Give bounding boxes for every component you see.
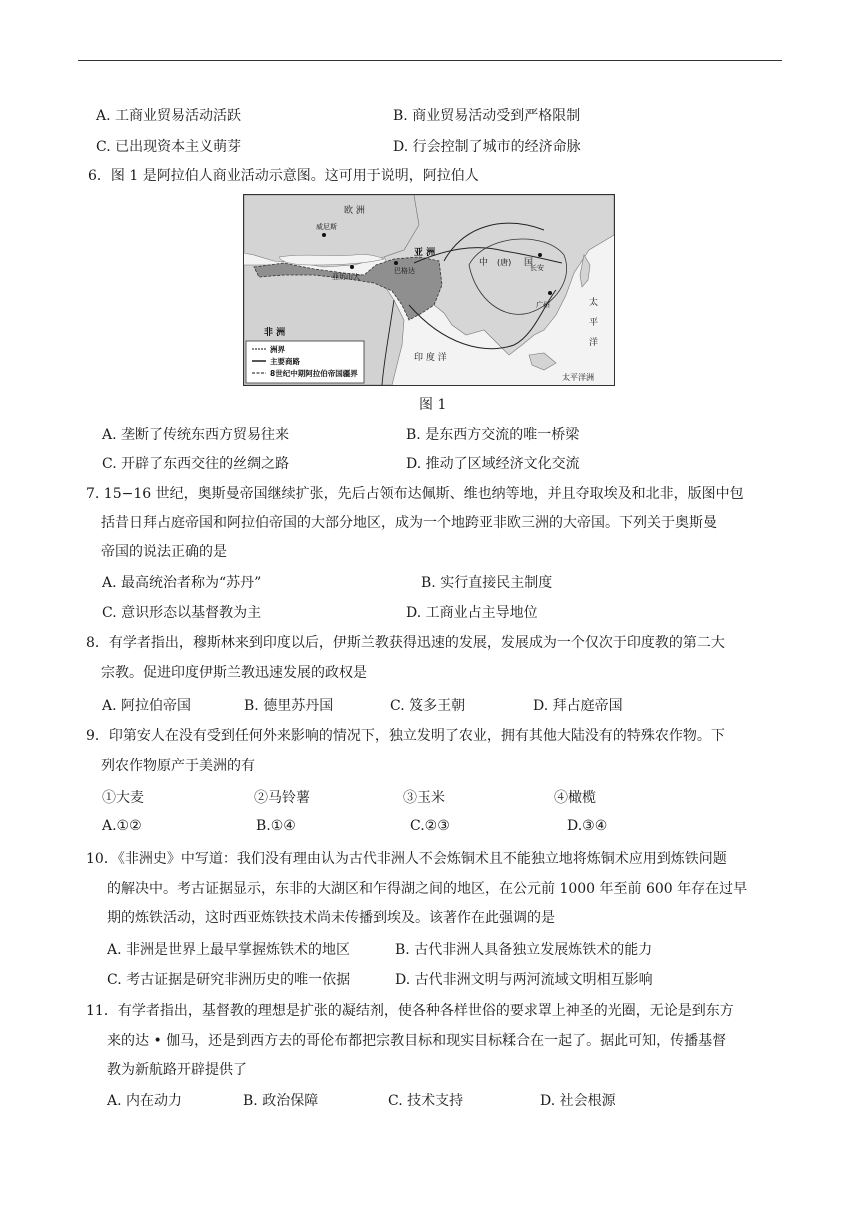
q7-option-c[interactable]: C. 意识形态以基督教为主 (102, 605, 262, 621)
map-label-ocean-tail: 太平洋洲 (562, 373, 594, 382)
q8-stem-line-1: 8．有学者指出，穆斯林来到印度以后，伊斯兰教获得迅速的发展，发展成为一个仅次于印度教的第二大 (86, 635, 725, 651)
map-label-guangzhou: 广州 (536, 301, 550, 309)
q7-stem-line-2: 括昔日拜占庭帝国和阿拉伯帝国的大部分地区，成为一个地跨亚非欧三洲的大帝国。下列关于奥斯曼 (101, 515, 717, 531)
q6-stem: 6．图 1 是阿拉伯人商业活动示意图。这可用于说明，阿拉伯人 (88, 168, 479, 184)
q11-option-a[interactable]: A. 内在动力 (107, 1093, 183, 1109)
q11-stem-line-3: 教为新航路开辟提供了 (107, 1062, 247, 1078)
map-label-venice: 威尼斯 (316, 223, 337, 231)
map-southeast-asia-islands (529, 353, 556, 370)
figure-caption: 图 1 (419, 397, 447, 413)
map-label-pacific-2: 平 (589, 318, 599, 328)
map-label-pacific-1: 太 (589, 298, 599, 308)
map-city-baghdad (394, 261, 398, 265)
q10-option-c[interactable]: C. 考古证据是研究非洲历史的唯一依据 (107, 972, 351, 988)
map-city-venice (322, 233, 326, 237)
q9-item-1: ①大麦 (102, 790, 144, 806)
q9-stem-line-2: 列农作物原产于美洲的有 (101, 758, 255, 774)
q6-option-d[interactable]: D. 推动了区域经济文化交流 (406, 456, 580, 472)
map-legend-boundary: 洲界 (270, 345, 285, 354)
q10-option-b[interactable]: B. 古代非洲人具备独立发展炼铁术的能力 (395, 942, 653, 958)
map-city-alexandria (350, 265, 354, 269)
q8-option-c[interactable]: C. 笈多王朝 (390, 698, 466, 714)
q7-option-b[interactable]: B. 实行直接民主制度 (421, 575, 553, 591)
q9-option-c[interactable]: C.②③ (410, 818, 450, 834)
map-label-china-zhong: 中 (479, 258, 489, 268)
q7-option-d[interactable]: D. 工商业占主导地位 (406, 605, 538, 621)
map-city-changan (538, 253, 542, 257)
map-legend-route: 主要商路 (270, 357, 300, 366)
q11-stem-line-1: 11．有学者指出，基督教的理想是扩张的凝结剂，使各种各样世俗的要求罩上神圣的光圈，无论是到东方 (86, 1003, 734, 1019)
q10-stem-line-1: 10．《非洲史》中写道：我们没有理由认为古代非洲人不会炼铜术且不能独立地将炼铜术应用到炼铁问题 (86, 851, 727, 867)
q10-stem-line-2: 的解决中。考古证据显示，东非的大湖区和乍得湖之间的地区，在公元前 1000 年至前 600 年存在过早 (107, 881, 748, 897)
q6-option-c[interactable]: C. 开辟了东西交往的丝绸之路 (102, 456, 290, 472)
q9-item-4: ④橄榄 (554, 790, 596, 806)
map-label-china-guo: 国 (524, 258, 534, 268)
map-label-europe: 欧 洲 (344, 206, 365, 216)
map-label-asia: 亚 洲 (414, 248, 436, 258)
q7-option-a[interactable]: A. 最高统治者称为“苏丹” (102, 575, 262, 591)
q9-option-a[interactable]: A.①② (102, 818, 142, 834)
q5-option-b[interactable]: B. 商业贸易活动受到严格限制 (393, 108, 581, 124)
arab-trade-map (243, 194, 615, 386)
q8-option-d[interactable]: D. 拜占庭帝国 (533, 698, 623, 714)
q6-option-a[interactable]: A. 垄断了传统东西方贸易往来 (102, 427, 290, 443)
q9-item-2: ②马铃薯 (254, 790, 310, 806)
q11-option-b[interactable]: B. 政治保障 (243, 1093, 319, 1109)
q9-option-d[interactable]: D.③④ (567, 818, 608, 834)
q5-option-d[interactable]: D. 行会控制了城市的经济命脉 (393, 139, 581, 155)
q5-option-a[interactable]: A. 工商业贸易活动活跃 (96, 108, 242, 124)
q8-option-b[interactable]: B. 德里苏丹国 (244, 698, 334, 714)
q7-stem-line-3: 帝国的说法正确的是 (101, 544, 227, 560)
q6-option-b[interactable]: B. 是东西方交流的唯一桥梁 (406, 427, 580, 443)
q9-option-b[interactable]: B.①④ (256, 818, 296, 834)
map-mediterranean-sea (279, 254, 384, 265)
map-label-indian-ocean: 印 度 洋 (414, 353, 447, 363)
q10-stem-line-3: 期的炼铁活动，这时西亚炼铁技术尚未传播到埃及。该著作在此强调的是 (107, 910, 555, 926)
q9-stem-line-1: 9．印第安人在没有受到任何外来影响的情况下，独立发明了农业，拥有其他大陆没有的特殊农作物。下 (86, 728, 725, 744)
q11-stem-line-2: 来的达 • 伽马，还是到西方去的哥伦布都把宗教目标和现实目标糅合在一起了。据此可知，传播基督 (107, 1033, 727, 1049)
map-label-baghdad: 巴格达 (394, 267, 415, 275)
header-rule (78, 60, 782, 61)
map-label-pacific-3: 洋 (589, 338, 599, 348)
map-label-changan: 长安 (530, 264, 544, 272)
q10-option-a[interactable]: A. 非洲是世界上最早掌握炼铁术的地区 (107, 942, 351, 958)
map-label-china-tang: (唐) (497, 258, 512, 267)
q10-option-d[interactable]: D. 古代非洲文明与两河流域文明相互影响 (395, 972, 653, 988)
map-label-africa: 非 洲 (264, 328, 286, 338)
q8-option-a[interactable]: A. 阿拉伯帝国 (102, 698, 192, 714)
map-city-guangzhou (548, 291, 552, 295)
q8-stem-line-2: 宗教。促进印度伊斯兰教迅速发展的政权是 (101, 665, 367, 681)
q7-stem-line-1: 7. 15−16 世纪，奥斯曼帝国继续扩张，先后占领布达佩斯、维也纳等地，并且夺取埃及和北非，版图中包 (86, 486, 744, 502)
q5-option-c[interactable]: C. 已出现资本主义萌芽 (96, 139, 242, 155)
map-label-alexandria: 亚历山大 (332, 273, 360, 281)
q11-option-d[interactable]: D. 社会根源 (540, 1093, 616, 1109)
map-legend-empire: 8世纪中期阿拉伯帝国疆界 (270, 369, 358, 378)
q11-option-c[interactable]: C. 技术支持 (388, 1093, 464, 1109)
q9-item-3: ③玉米 (403, 790, 445, 806)
